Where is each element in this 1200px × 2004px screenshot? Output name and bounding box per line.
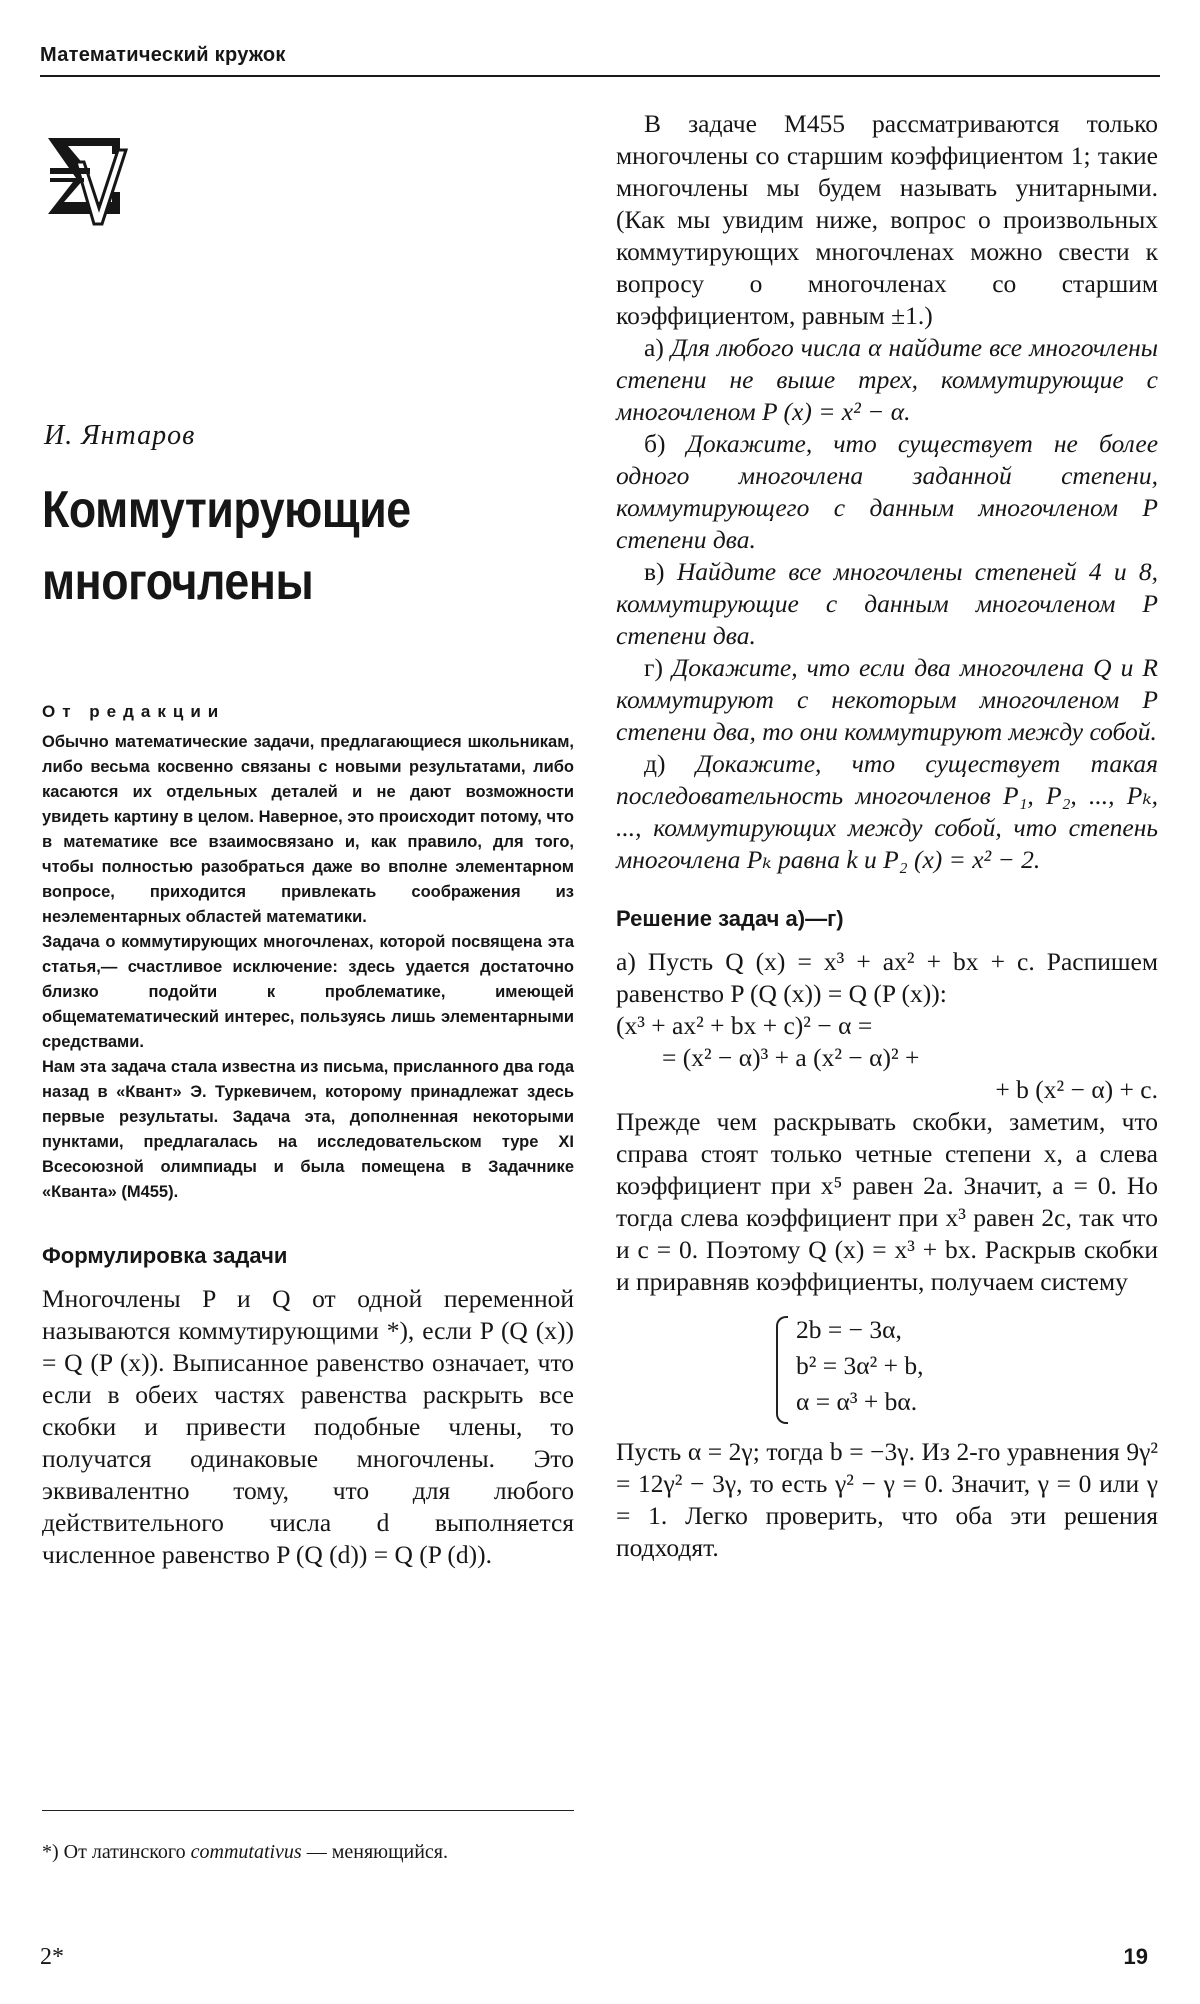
- footnote-latin-word: commutativus: [190, 1841, 302, 1863]
- task-label: б): [644, 429, 666, 458]
- formulation-heading: Формулировка задачи: [42, 1243, 288, 1268]
- sigma-logo-icon: [42, 132, 130, 228]
- system-equation-3: α = α³ + bα.: [796, 1387, 918, 1416]
- signature-mark: 2*: [40, 1944, 64, 1970]
- footnote-prefix: *) От латинского: [42, 1841, 186, 1863]
- system-equation-1: 2b = − 3α,: [796, 1315, 902, 1344]
- footnote-suffix: — меняющийся.: [306, 1841, 448, 1863]
- task-d: [616, 748, 1158, 876]
- solution-paragraph-2: Прежде чем раскрывать скобки, заметим, что справа стоят только четные степени x, а слева коэффициент при x⁵ равен 2a. Значит, a = 0. Но тогда слева коэффициент при x³ равен 2c, так что и c = 0. Поэтому Q (x) = x³ + bx. Раскрыв скобки и приравняв коэффициенты, получаем систему: [616, 1107, 1158, 1296]
- equation-line-1: (x³ + ax² + bx + c)² − α =: [616, 1011, 873, 1040]
- task-g: [616, 652, 1158, 748]
- task-label: д): [644, 749, 666, 778]
- formulation-text: Многочлены P и Q от одной переменной называются коммутирующими *), если P (Q (x)) = Q (P (x)). Выписанное равенство означает, что если в обеих частях равенства раскрыть все скобки и привести подобные члены, то получатся одинаковые многочлены. Это эквивалентно тому, что для любого действительного числа d выполняется численное равенство P (Q (d)) = Q (P (d)).: [42, 1284, 574, 1569]
- article-author: И. Янтаров: [44, 420, 196, 451]
- editorial-paragraph-2: Задача о коммутирующих многочленах, которой посвящена эта статья,— счастливое исключение: здесь удается достаточно близко подойти к проблематике, имеющей общематематический интерес, пользуясь лишь элементарными средствами.: [42, 933, 574, 1051]
- task-a: [616, 332, 1158, 428]
- intro-paragraph: В задаче М455 рассматриваются только многочлены со старшим коэффициентом 1; такие многочлены мы будем называть унитарными. (Как мы увидим ниже, вопрос о произвольных коммутирующих многочленах можно свести к вопросу о многочленах со старшим коэффициентом, равным ±1.): [616, 109, 1158, 330]
- footnote: [42, 1838, 574, 1866]
- title-line-1: Коммутирующие: [42, 481, 411, 539]
- editorial-paragraph-1: Обычно математические задачи, предлагающиеся школьникам, либо весьма косвенно связаны с новыми результатами, либо касаются их отдельных деталей и не дают возможности увидеть картину в целом. Наверное, это происходит потому, что в математике все взаимосвязано и, как правило, для того, чтобы полностью разобраться даже во вполне элементарном вопросе, приходится привлекать соображения из неэлементарных областей математики.: [42, 733, 574, 926]
- solution-heading: Решение задач а)—г): [616, 906, 844, 931]
- title-line-2: многочлены: [42, 553, 314, 611]
- article-title: [42, 474, 500, 618]
- footnote-rule: [42, 1810, 574, 1811]
- equation-system: [776, 1312, 1158, 1420]
- editorial-paragraph-3: Нам эта задача стала известна из письма, присланного два года назад в «Квант» Э. Туркевичем, которому принадлежат здесь первые результаты. Задача эта, дополненная некоторыми пунктами, предлагалась на исследовательском туре XI Всесоюзной олимпиады и была помещена в Задачнике «Кванта» (М455).: [42, 1058, 574, 1201]
- running-header: Математический кружок: [40, 44, 286, 66]
- equation-line-2: = (x² − α)³ + a (x² − α)² +: [662, 1043, 920, 1072]
- solution-paragraph-3: Пусть α = 2γ; тогда b = −3γ. Из 2-го уравнения 9γ² = 12γ² − 3γ, то есть γ² − γ = 0. Значит, γ = 0 или γ = 1. Легко проверить, что оба эти решения подходят.: [616, 1437, 1158, 1562]
- task-label: г): [644, 653, 663, 682]
- page-number: 19: [1123, 1944, 1148, 1969]
- system-brace: [776, 1316, 788, 1424]
- header-rule: [40, 75, 1160, 77]
- right-column: [616, 108, 1158, 1564]
- task-label: а): [644, 333, 664, 362]
- solution-paragraph-1: а) Пусть Q (x) = x³ + ax² + bx + c. Распишем равенство P (Q (x)) = Q (P (x)):: [616, 947, 1158, 1008]
- task-text: Для любого числа α найдите все многочлены степени не выше трех, коммутирующие с многочленом P (x) = x² − α.: [616, 333, 1158, 426]
- task-text: Найдите все многочлены степеней 4 и 8, коммутирующие с данным многочленом P степени два.: [616, 557, 1159, 650]
- task-label: в): [644, 557, 665, 586]
- editorial-title: От редакции: [42, 702, 226, 721]
- task-b: [616, 428, 1158, 556]
- task-text: Докажите, что если два многочлена Q и R коммутируют с некоторым многочленом P степени два, то они коммутируют между собой.: [616, 653, 1159, 746]
- task-text: Докажите, что существует не более одного многочлена заданной степени, коммутирующего с данным многочленом P степени два.: [616, 429, 1159, 554]
- task-v: [616, 556, 1158, 652]
- left-column: [42, 420, 574, 1571]
- system-equation-2: b² = 3α² + b,: [796, 1351, 924, 1380]
- equation-line-3: + b (x² − α) + c.: [995, 1075, 1158, 1104]
- task-text: Докажите, что существует такая последовательность многочленов P₁, P₂, ..., Pₖ, ..., коммутирующих между собой, что степень многочлена Pₖ равна k и P₂ (x) = x² − 2.: [616, 749, 1158, 874]
